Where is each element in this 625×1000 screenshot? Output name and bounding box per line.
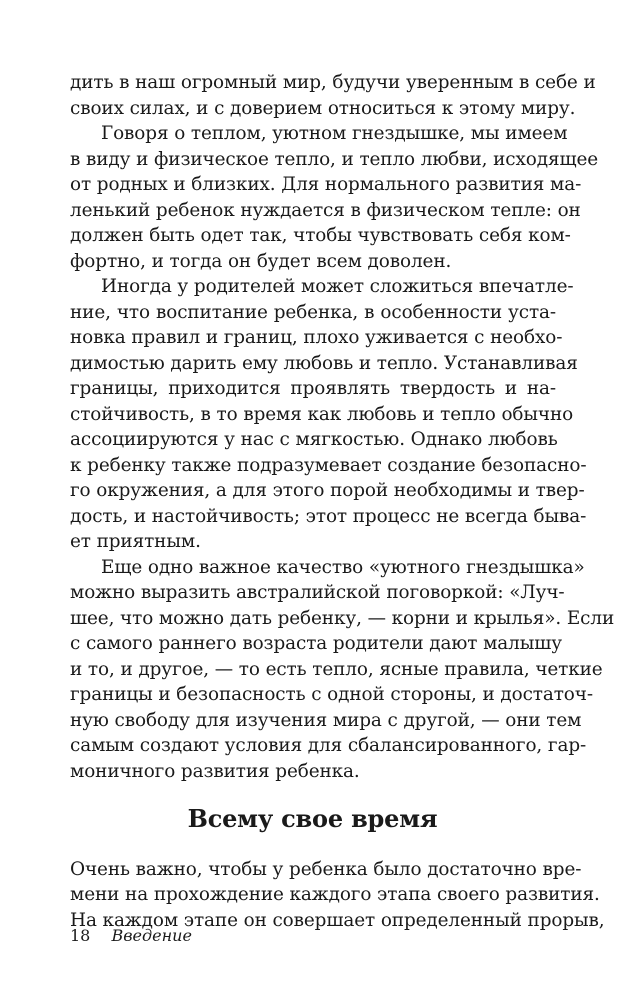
page-number: 18 (70, 926, 91, 945)
page-footer (70, 926, 192, 946)
text-line: в виду и физическое тепло, и тепло любви, исходящее (70, 148, 599, 170)
text-line: димостью дарить ему любовь и тепло. Устанавливая (70, 352, 578, 374)
running-section-title: Введение (111, 926, 192, 945)
text-line: своих силах, и с доверием относиться к этому миру. (70, 97, 576, 119)
text-line: На каждом этапе он совершает определенный прорыв, (70, 909, 605, 931)
text-line: Говоря о теплом, уютном гнездышке, мы имеем (101, 123, 568, 144)
text-line: моничного развития ребенка. (70, 760, 360, 782)
text-line: ние, что воспитание ребенка, в особенности уста- (70, 301, 556, 323)
text-line: ассоциируются у нас с мягкостью. Однако любовь (70, 429, 558, 450)
text-line: можно выразить австралийской поговоркой: «Луч- (70, 582, 565, 603)
text-line: Еще одно важное качество «уютного гнездышка» (101, 556, 585, 578)
text-line: ет приятным. (70, 531, 201, 552)
text-line: новка правил и границ, плохо уживается с необхо- (70, 327, 563, 348)
text-line: го окружения, а для этого порой необходимы и твер- (70, 480, 585, 501)
text-line: с самого раннего возраста родители дают малышу (70, 633, 563, 654)
text-line: дость, и настойчивость; этот процесс не всегда быва- (70, 505, 587, 527)
text-line: шее, что можно дать ребенку, — корни и крылья». Если (70, 607, 615, 629)
text-line: должен быть одет так, чтобы чувствовать себя ком- (70, 225, 571, 246)
text-line: Иногда у родителей может сложиться впечатле- (101, 276, 574, 297)
text-line: мени на прохождение каждого этапа своего развития. (70, 884, 600, 905)
section-heading: Всему свое время (187, 803, 438, 833)
text-line: ленький ребенок нуждается в физическом тепле: он (70, 199, 581, 221)
text-line: и то, и другое, — то есть тепло, ясные правила, четкие (70, 658, 603, 680)
text-line: Очень важно, чтобы у ребенка было достаточно вре- (70, 858, 582, 880)
text-line: от родных и близких. Для нормального развития ма- (70, 174, 582, 195)
text-line: стойчивость, в то время как любовь и тепло обычно (70, 403, 574, 425)
text-line: границы и безопасность с одной стороны, и достаточ- (70, 684, 593, 705)
text-line: ную свободу для изучения мира с другой, — они тем (70, 709, 582, 731)
text-line: дить в наш огромный мир, будучи уверенным в себе и (70, 72, 596, 93)
text-line: к ребенку также подразумевает создание безопасно- (70, 454, 587, 476)
text-line: границы, приходится проявлять твердость и на- (70, 378, 556, 399)
text-line: самым создают условия для сбалансированного, гар- (70, 735, 587, 756)
text-line: фортно, и тогда он будет всем доволен. (70, 250, 452, 272)
